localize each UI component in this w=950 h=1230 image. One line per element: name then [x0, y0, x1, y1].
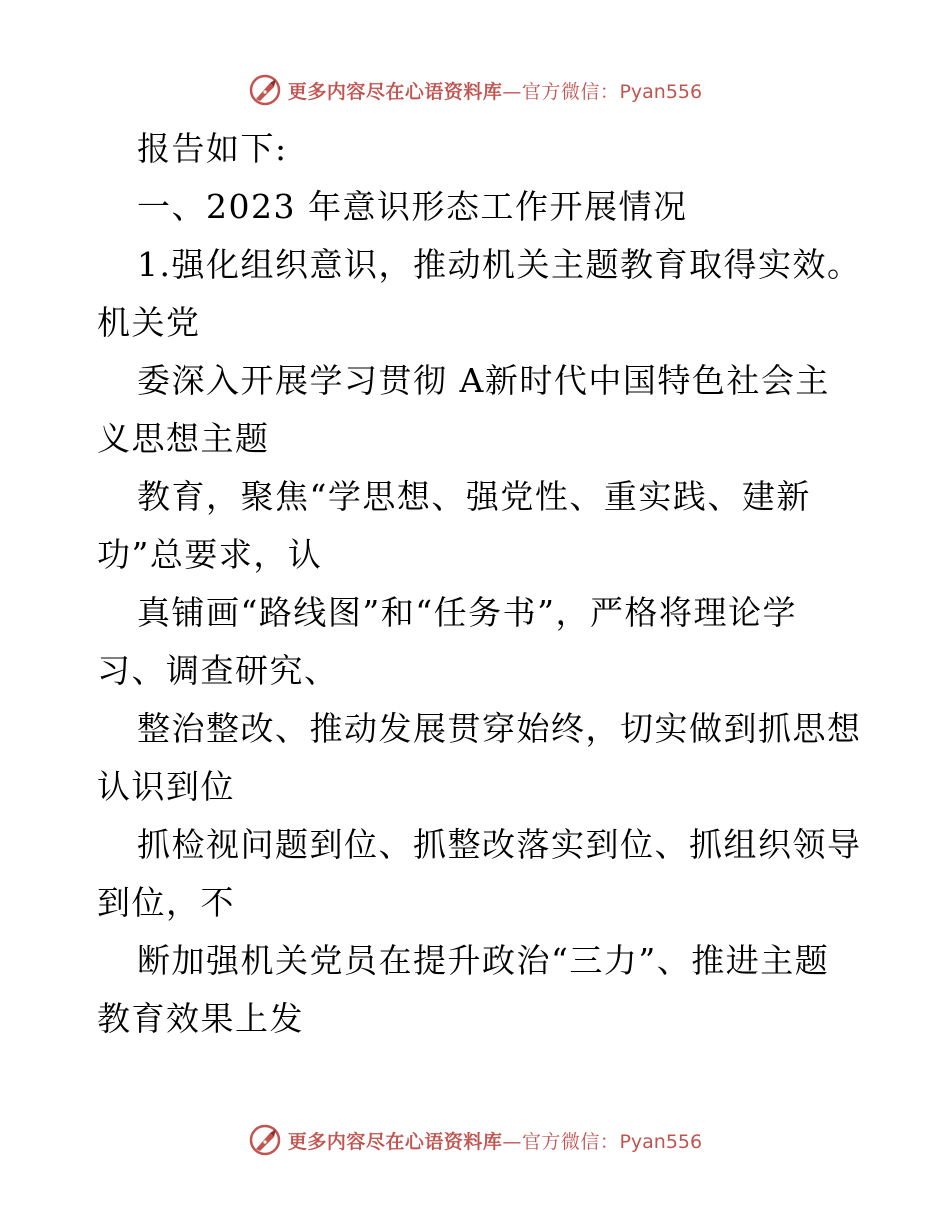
text-line: 真铺画“路线图”和“任务书”，严格将理论学 [137, 593, 797, 632]
pen-nib-logo-icon [248, 73, 282, 107]
text-line: 教育效果上发 [97, 999, 304, 1038]
text-line: 功”总要求，认 [97, 535, 323, 574]
header-banner-rest: —官方微信： [502, 80, 620, 103]
header-banner-emphasis: 更多内容尽在心语资料库 [287, 80, 503, 103]
text-line: 报告如下: [137, 129, 288, 168]
text-line: 习、调查研究、 [97, 651, 339, 690]
header-banner-text [288, 77, 702, 104]
header-banner-account: Pyan556 [619, 80, 703, 103]
text-line: 认识到位 [97, 767, 235, 806]
pen-nib-logo-icon [248, 1123, 282, 1157]
text-line: 机关党 [97, 303, 201, 342]
footer-banner-emphasis: 更多内容尽在心语资料库 [287, 1130, 503, 1153]
text-line: 到位，不 [97, 883, 235, 922]
footer-banner-rest: —官方微信： [502, 1130, 620, 1153]
text-line: 抓检视问题到位、抓整改落实到位、抓组织领导 [137, 825, 862, 864]
footer-banner-text [288, 1127, 702, 1154]
footer-banner-account: Pyan556 [619, 1130, 703, 1153]
header-banner [0, 70, 950, 110]
text-line: 教育，聚焦“学思想、强党性、重实践、建新 [137, 477, 811, 516]
text-line: 整治整改、推动发展贯穿始终，切实做到抓思想 [137, 709, 862, 748]
text-line: 委深入开展学习贯彻 A新时代中国特色社会主 [137, 361, 830, 400]
document-body [97, 120, 862, 1048]
text-line: 断加强机关党员在提升政治“三力”、推进主题 [137, 941, 830, 980]
text-line: 1.强化组织意识，推动机关主题教育取得实效。 [137, 245, 862, 284]
section-heading: 一、2023 年意识形态工作开展情况 [137, 187, 688, 226]
text-line: 义思想主题 [97, 419, 270, 458]
footer-banner [0, 1120, 950, 1160]
